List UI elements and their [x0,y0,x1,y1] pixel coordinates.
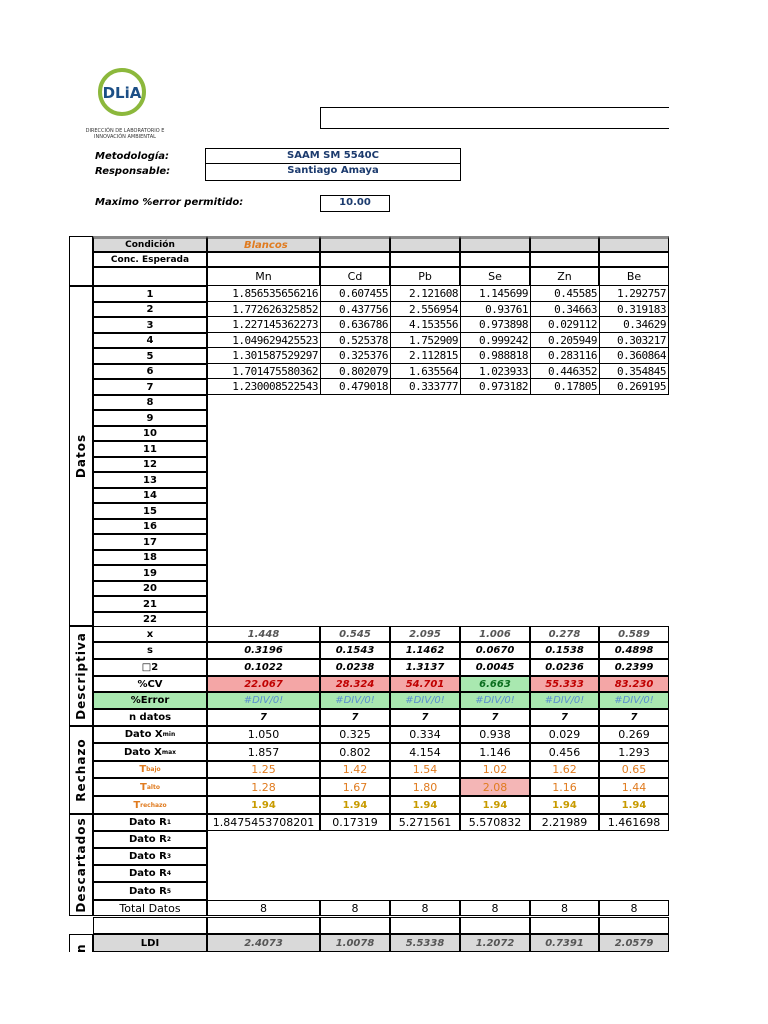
stat-std-cd: 0.1543 [320,642,390,659]
rechazo-xmax-se: 1.146 [460,743,530,761]
descartado-r1-label-subscript: 1 [166,819,172,826]
rechazo-xmax-zn: 0.456 [530,743,599,761]
descartado-r4-label-subscript: 4 [166,870,172,877]
row-number-10: 10 [93,426,207,441]
stat-n-zn: 7 [530,709,599,726]
rechazo-talto-be: 1.44 [599,778,669,796]
rechazo-xmin-label-text: Dato X [124,729,163,740]
rechazo-xmin-se: 0.938 [460,726,530,743]
descartado-r2-edge [207,831,208,848]
spacer-se [460,917,530,934]
ldi-cd: 1.0078 [320,934,390,952]
data-cell-se-7: 0.973182 [460,379,530,395]
row-number-22: 22 [93,612,207,627]
rechazo-talto-cd: 1.67 [320,778,390,796]
data-cell-cd-4: 0.525378 [320,333,390,348]
data-cell-cd-7: 0.479018 [320,379,390,395]
stat-cv-pb: 54.701 [390,676,460,692]
row-number-11: 11 [93,441,207,457]
data-cell-be-3: 0.34629 [599,317,669,333]
ldi-be: 2.0579 [599,934,669,952]
rechazo-trechazo-label-text: T [133,799,141,811]
descartado-r4-label-text: Dato R [128,868,167,879]
stat-std-zn: 0.1538 [530,642,599,659]
rechazo-trechazo-be: 1.94 [599,796,669,814]
descartado-r4-edge [207,865,208,882]
rechazo-tbajo-se: 1.02 [460,761,530,778]
spacer-pb [390,917,460,934]
stat-n-label: n datos [93,709,207,726]
metodologia-value[interactable]: SAAM SM 5540C [205,148,461,164]
data-cell-pb-5: 2.112815 [390,348,460,364]
data-cell-pb-3: 4.153556 [390,317,460,333]
descartado-r2-label-subscript: 2 [166,836,172,843]
descartado-r1-zn: 2.21989 [530,814,599,831]
stat-cv-be: 83.230 [599,676,669,692]
conc-esperada-label: Conc. Esperada [93,252,207,267]
rechazo-talto-label-subscript: alto [146,783,160,791]
condicion-cell-se [460,236,530,252]
stat-mean-zn: 0.278 [530,626,599,642]
data-cell-pb-4: 1.752909 [390,333,460,348]
data-cell-se-5: 0.988818 [460,348,530,364]
data-cell-cd-5: 0.325376 [320,348,390,364]
data-cell-pb-2: 2.556954 [390,302,460,317]
column-header-be: Be [599,267,669,286]
descartado-r5-label-text: Dato R [128,885,167,897]
rechazo-tbajo-pb: 1.54 [390,761,460,778]
logo-subtitle-line1: DIRECCIÓN DE LABORATORIO E [85,128,165,134]
row-number-6: 6 [93,364,207,379]
stat-variance-mn: 0.1022 [207,659,320,676]
rechazo-trechazo-pb: 1.94 [390,796,460,814]
row-number-14: 14 [93,488,207,503]
conc-esperada-be [599,252,669,267]
rechazo-tbajo-mn: 1.25 [207,761,320,778]
rechazo-xmin-label [93,726,207,743]
stat-n-be: 7 [599,709,669,726]
column-header-mn: Mn [207,267,320,286]
spacer-cd [320,917,390,934]
stat-mean-pb: 2.095 [390,626,460,642]
stat-variance-pb: 1.3137 [390,659,460,676]
descartado-r1-be: 1.461698 [599,814,669,831]
data-cell-be-1: 1.292757 [599,286,669,302]
rechazo-trechazo-cd: 1.94 [320,796,390,814]
row-number-9: 9 [93,410,207,426]
rechazo-tbajo-zn: 1.62 [530,761,599,778]
data-cell-be-4: 0.303217 [599,333,669,348]
descartado-r5-label [93,882,207,900]
descartado-r1-label [93,814,207,831]
descartado-r3-label [93,848,207,865]
stat-cv-label: %CV [93,676,207,692]
data-cell-zn-2: 0.34663 [530,302,599,317]
data-cell-be-6: 0.354845 [599,364,669,379]
rechazo-tbajo-be: 0.65 [599,761,669,778]
stat-cv-cd: 28.324 [320,676,390,692]
rechazo-talto-label [93,778,207,796]
data-cell-mn-6: 1.701475580362 [207,364,320,379]
row-number-1: 1 [93,286,207,302]
spacer-label [93,917,207,934]
data-area-left-edge [207,286,208,627]
rechazo-xmax-pb: 4.154 [390,743,460,761]
max-error-label: Maximo %error permitido: [95,197,244,208]
column-header-zn: Zn [530,267,599,286]
row-number-13: 13 [93,472,207,488]
data-cell-se-3: 0.973898 [460,317,530,333]
stat-error-be: #DIV/0! [599,692,669,709]
stat-cv-zn: 55.333 [530,676,599,692]
data-cell-zn-3: 0.029112 [530,317,599,333]
section-rechazo-label: Rechazo [74,738,88,802]
data-cell-cd-1: 0.607455 [320,286,390,302]
rechazo-xmin-label-subscript: min [162,731,176,738]
rechazo-tbajo-label [93,761,207,778]
row-number-12: 12 [93,457,207,472]
row-number-21: 21 [93,596,207,612]
stat-variance-se: 0.0045 [460,659,530,676]
rechazo-xmin-cd: 0.325 [320,726,390,743]
conc-esperada-zn [530,252,599,267]
ldi-label: LDI [93,934,207,952]
rechazo-xmax-label-text: Dato X [123,746,162,758]
condicion-cell-mn: Blancos [207,236,320,252]
section-descartados-label: Descartados [74,817,88,913]
data-cell-mn-7: 1.230008522543 [207,379,320,395]
stat-n-mn: 7 [207,709,320,726]
rechazo-talto-pb: 1.80 [390,778,460,796]
rechazo-trechazo-label-subscript: rechazo [140,801,167,809]
condicion-cell-cd [320,236,390,252]
ldi-pb: 5.5338 [390,934,460,952]
data-cell-be-2: 0.319183 [599,302,669,317]
data-cell-cd-6: 0.802079 [320,364,390,379]
stat-error-mn: #DIV/0! [207,692,320,709]
condicion-cell-be [599,236,669,252]
row-number-15: 15 [93,503,207,519]
stat-mean-se: 1.006 [460,626,530,642]
data-cell-pb-6: 1.635564 [390,364,460,379]
data-cell-cd-3: 0.636786 [320,317,390,333]
responsable-label: Responsable: [95,166,171,177]
total-datos-zn: 8 [530,900,599,916]
total-datos-be: 8 [599,900,669,916]
stat-std-mn: 0.3196 [207,642,320,659]
conc-esperada-mn [207,252,320,267]
conc-esperada-cd [320,252,390,267]
rechazo-tbajo-cd: 1.42 [320,761,390,778]
responsable-value[interactable]: Santiago Amaya [205,163,461,181]
rechazo-trechazo-mn: 1.94 [207,796,320,814]
stat-error-se: #DIV/0! [460,692,530,709]
row-number-19: 19 [93,565,207,581]
stat-std-be: 0.4898 [599,642,669,659]
data-cell-cd-2: 0.437756 [320,302,390,317]
condicion-cell-zn [530,236,599,252]
descartado-r1-label-text: Dato R [128,817,167,828]
rechazo-xmax-mn: 1.857 [207,743,320,761]
stat-variance-label: □2 [93,659,207,676]
data-cell-mn-2: 1.772626325852 [207,302,320,317]
row-number-17: 17 [93,534,207,550]
rechazo-xmax-cd: 0.802 [320,743,390,761]
stat-mean-mn: 1.448 [207,626,320,642]
section-descriptiva-label: Descriptiva [74,632,88,720]
ldi-zn: 0.7391 [530,934,599,952]
rechazo-talto-mn: 1.28 [207,778,320,796]
data-cell-mn-5: 1.301587529297 [207,348,320,364]
spacer-be [599,917,669,934]
row-number-4: 4 [93,333,207,348]
logo-name: DLiA [102,84,142,102]
data-cell-pb-1: 2.121608 [390,286,460,302]
total-datos-mn: 8 [207,900,320,916]
stat-error-pb: #DIV/0! [390,692,460,709]
rechazo-xmin-mn: 1.050 [207,726,320,743]
data-cell-zn-1: 0.45585 [530,286,599,302]
row-number-8: 8 [93,395,207,410]
rechazo-talto-zn: 1.16 [530,778,599,796]
data-cell-be-5: 0.360864 [599,348,669,364]
rechazo-xmin-zn: 0.029 [530,726,599,743]
data-cell-se-2: 0.93761 [460,302,530,317]
rechazo-trechazo-zn: 1.94 [530,796,599,814]
condicion-label: Condición [93,236,207,252]
conc-esperada-se [460,252,530,267]
stat-variance-cd: 0.0238 [320,659,390,676]
total-datos-label: Total Datos [93,900,207,916]
column-header-pb: Pb [390,267,460,286]
rechazo-xmin-pb: 0.334 [390,726,460,743]
row-number-18: 18 [93,550,207,565]
data-cell-zn-4: 0.205949 [530,333,599,348]
data-cell-se-6: 1.023933 [460,364,530,379]
descartado-r3-edge [207,848,208,865]
rechazo-talto-se: 2.08 [460,778,530,796]
rechazo-xmax-label [93,743,207,761]
metodologia-label: Metodología: [95,151,170,162]
spacer-mn [207,917,320,934]
stat-error-cd: #DIV/0! [320,692,390,709]
stat-mean-be: 0.589 [599,626,669,642]
stat-n-cd: 7 [320,709,390,726]
stat-std-label: s [93,642,207,659]
stat-n-pb: 7 [390,709,460,726]
descartado-r3-label-text: Dato R [128,851,167,862]
stat-cv-se: 6.663 [460,676,530,692]
stat-error-zn: #DIV/0! [530,692,599,709]
stat-variance-be: 0.2399 [599,659,669,676]
total-datos-pb: 8 [390,900,460,916]
row-number-16: 16 [93,519,207,534]
total-datos-se: 8 [460,900,530,916]
descartado-r2-label [93,831,207,848]
data-cell-zn-6: 0.446352 [530,364,599,379]
rechazo-trechazo-label [93,796,207,814]
descartado-r5-edge [207,882,208,900]
stat-cv-mn: 22.067 [207,676,320,692]
data-cell-be-7: 0.269195 [599,379,669,395]
descartado-r1-se: 5.570832 [460,814,530,831]
spacer-zn [530,917,599,934]
data-cell-mn-3: 1.227145362273 [207,317,320,333]
stat-error-label: %Error [93,692,207,709]
ldi-mn: 2.4073 [207,934,320,952]
data-cell-mn-1: 1.856535656216 [207,286,320,302]
data-cell-pb-7: 0.333777 [390,379,460,395]
row-number-3: 3 [93,317,207,333]
row-number-2: 2 [93,302,207,317]
logo-subtitle-line2: INNOVACIÓN AMBIENTAL [94,134,156,140]
row-number-20: 20 [93,581,207,596]
descartado-r5-label-subscript: 5 [166,887,172,895]
descartado-r2-label-text: Dato R [128,834,167,845]
descartado-r1-cd: 0.17319 [320,814,390,831]
descartado-r4-label [93,865,207,882]
rechazo-trechazo-se: 1.94 [460,796,530,814]
stat-variance-zn: 0.0236 [530,659,599,676]
ldi-se: 1.2072 [460,934,530,952]
conc-esperada-pb [390,252,460,267]
data-cell-zn-5: 0.283116 [530,348,599,364]
column-header-blank [93,267,207,286]
section-bottom-label: n [74,942,88,953]
total-datos-cd: 8 [320,900,390,916]
descartado-r1-mn: 1.8475453708201 [207,814,320,831]
rechazo-tbajo-label-text: T [139,764,147,775]
row-number-7: 7 [93,379,207,395]
stat-n-se: 7 [460,709,530,726]
data-cell-se-4: 0.999242 [460,333,530,348]
stat-mean-cd: 0.545 [320,626,390,642]
column-header-se: Se [460,267,530,286]
data-cell-zn-7: 0.17805 [530,379,599,395]
stat-mean-label: x [93,626,207,642]
descartado-r3-label-subscript: 3 [166,853,172,860]
max-error-value[interactable]: 10.00 [320,195,390,212]
row-number-5: 5 [93,348,207,364]
data-cell-mn-4: 1.049629425523 [207,333,320,348]
condicion-cell-pb [390,236,460,252]
rechazo-xmin-be: 0.269 [599,726,669,743]
rechazo-talto-label-text: T [140,781,147,793]
descartado-r1-pb: 5.271561 [390,814,460,831]
rechazo-tbajo-label-subscript: bajo [146,766,161,773]
stat-std-se: 0.0670 [460,642,530,659]
column-header-cd: Cd [320,267,390,286]
rechazo-xmax-label-subscript: max [161,748,177,756]
rechazo-xmax-be: 1.293 [599,743,669,761]
data-cell-se-1: 1.145699 [460,286,530,302]
section-datos-label: Datos [74,433,88,479]
stat-std-pb: 1.1462 [390,642,460,659]
